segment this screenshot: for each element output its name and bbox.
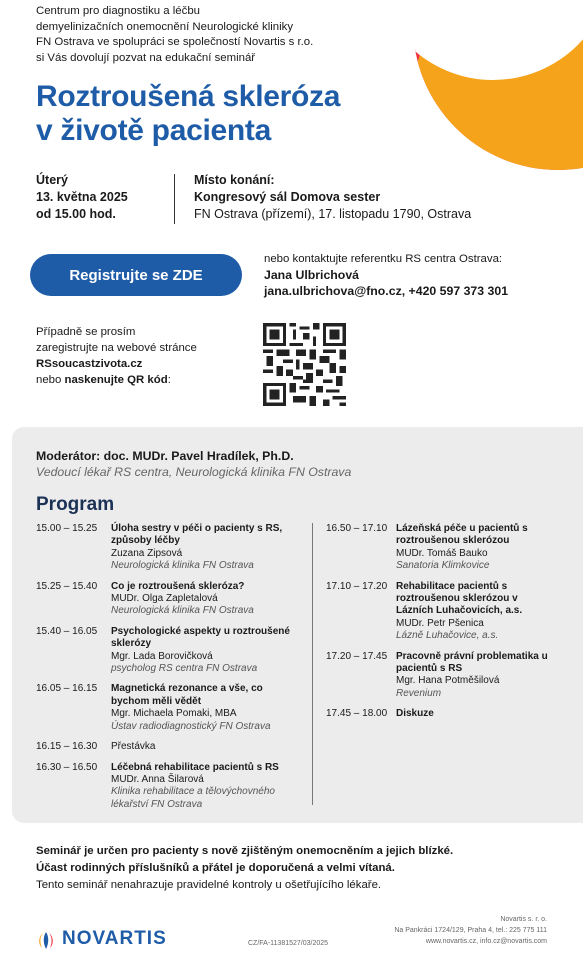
intro-text: Centrum pro diagnostiku a léčbu demyelinizačních onemocnění Neurologické kliniky FN Ostrava ve spolupráci se společností Novartis s r.o. si Vás dovolují pozvat na edukační seminář bbox=[36, 5, 314, 64]
page-title: Roztroušená skleróza v životě pacienta bbox=[36, 80, 341, 147]
contact-info: nebo kontaktujte referentku RS centra Ostrava: Jana Ulbrichová jana.ulbrichova@fno.cz, +420 597 373 301 bbox=[264, 253, 509, 298]
program-title: Program bbox=[36, 494, 115, 515]
footer-note: Seminář je určen pro pacienty s nově zjištěným onemocněním a jejich blízké. Účast rodinných příslušníků a přátel je doporučená a velmi vítaná. Tento seminář nenahrazuje pravidelné kontroly u ošetřujícího lékaře. bbox=[36, 845, 454, 891]
program-item: 17.20 – 17.45 Pracovně právní problematika u pacientů s RS Mgr. Hana Potměšilová Revenium bbox=[326, 650, 548, 699]
website-link[interactable]: RSsoucastzivota.cz bbox=[36, 358, 143, 370]
register-alternative: Případně se prosím zaregistrujte na webové stránce RSsoucastzivota.cz nebo naskenujte QR kód: bbox=[36, 326, 197, 386]
program-item: 16.30 – 16.50 Léčebná rehabilitace pacientů s RS MUDr. Anna Šilarová Klinika rehabilitace a tělovýchovného lékařství FN Ostrava bbox=[36, 761, 279, 810]
program-item: 15.40 – 16.05 Psychologické aspekty u roztroušené sklerózy Mgr. Lada Borovičková psycholog RS centra FN Ostrava bbox=[36, 625, 290, 675]
moderator: Moderátor: doc. MUDr. Pavel Hradílek, Ph.D. Vedoucí lékař RS centra, Neurologická klinika FN Ostrava bbox=[36, 449, 352, 479]
program-item: 15.25 – 15.40 Co je roztroušená skleróza? MUDr. Olga Zapletalová Neurologická klinika FN Ostrava bbox=[36, 580, 254, 617]
qr-code-icon[interactable] bbox=[263, 323, 346, 406]
novartis-logo: NOVARTIS bbox=[36, 928, 167, 950]
event-venue: Místo konání: Kongresový sál Domova sester FN Ostrava (přízemí), 17. listopadu 1790, Ostrava bbox=[194, 173, 472, 221]
document-code: CZ/FA-11381527/03/2025 bbox=[248, 940, 329, 947]
contact-email-link[interactable]: jana.ulbrichova@fno.cz, +420 597 373 301 bbox=[264, 284, 509, 298]
company-address: Novartis s. r. o. Na Pankráci 1724/129, Praha 4, tel.: 225 775 111 www.novartis.cz, info.cz@novartis.com bbox=[394, 916, 547, 945]
program-column-left bbox=[36, 523, 298, 819]
program-item: 17.10 – 17.20 Rehabilitace pacientů s roztroušenou sklerózou v Lázních Luhačovicích, a.s. MUDr. Petr Pšenica Lázně Luhačovice, a.s. bbox=[326, 580, 523, 642]
program-item: 15.00 – 15.25 Úloha sestry v péči o pacienty s RS, způsoby léčby Zuzana Zipsová Neurologická klinika FN Ostrava bbox=[36, 523, 283, 572]
program-item: 17.45 – 18.00 Diskuze bbox=[326, 708, 434, 720]
flame-icon bbox=[36, 928, 56, 950]
divider bbox=[174, 174, 175, 224]
column-divider bbox=[312, 523, 313, 805]
program-item: 16.15 – 16.30 Přestávka bbox=[36, 741, 156, 753]
program-column-right bbox=[326, 523, 554, 729]
register-button[interactable]: Registrujte se ZDE bbox=[30, 254, 242, 296]
event-date: Úterý 13. května 2025 od 15.00 hod. bbox=[36, 173, 128, 221]
program-item: 16.50 – 17.10 Lázeňská péče u pacientů s roztroušenou sklerózou MUDr. Tomáš Bauko Sanatoria Klimkovice bbox=[326, 523, 528, 572]
program-item: 16.05 – 16.15 Magnetická rezonance a vše, co bychom měli vědět Mgr. Michaela Pomaki, MBA Ústav radiodiagnostický FN Ostrava bbox=[36, 683, 271, 732]
